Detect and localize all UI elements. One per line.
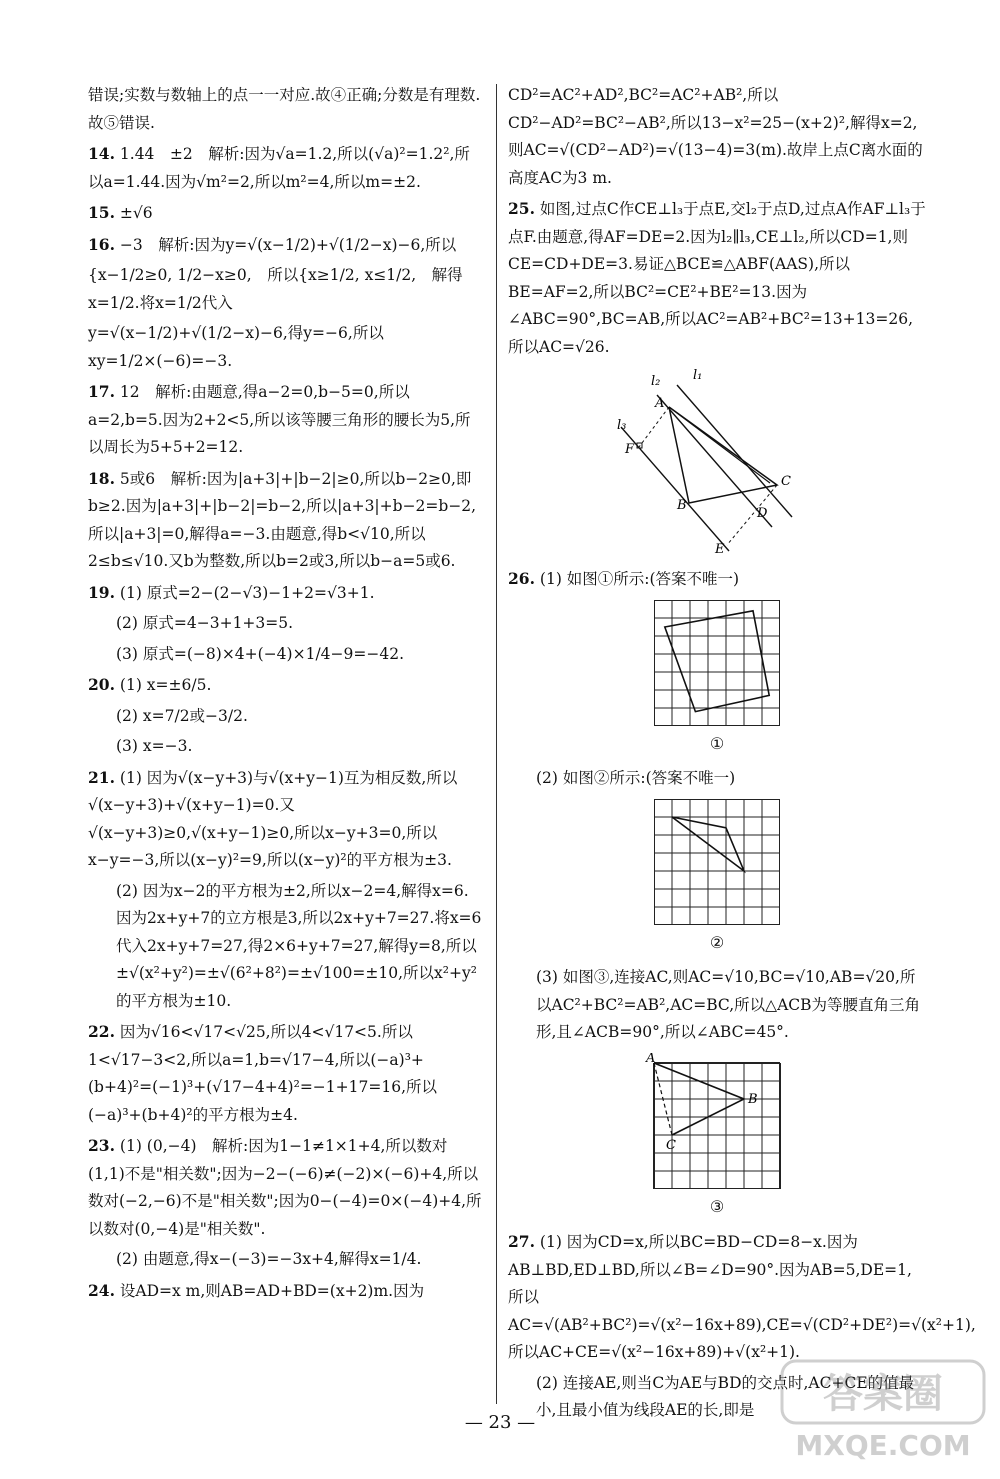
answer-paragraph — [88, 199, 483, 228]
answer-text: 如图,过点C作CE⊥l₃于点E,交l₂于点D,过点A作AF⊥l₃于点F.由题意,得AF=DE=2.因为l₂∥l₃,CE⊥l₂,所以CD=1,则CE=CD+DE=3.易证△BCE≌△ABF(AAS),所以BE=AF=2,所以BC²=CE²+BE²=13.因为∠ABC=90°,BC=AB,所以AC²=AB²+BC²=13+13=26,所以AC=√26. — [508, 200, 926, 356]
figure-label: E — [715, 542, 725, 557]
answer-paragraph — [88, 579, 483, 608]
answer-paragraph — [508, 1228, 976, 1367]
answer-paragraph — [88, 82, 483, 137]
answer-text: (2) 原式=4−3+1+3=5. — [116, 614, 294, 632]
answer-text: (1) 原式=2−(2−√3)−1+2=√3+1. — [119, 583, 375, 602]
figure-25-parallel-lines — [617, 367, 817, 557]
answer-paragraph — [508, 765, 926, 793]
line-l1 — [677, 385, 792, 517]
watermark-bottom-text: MXQE.COM — [795, 1429, 971, 1462]
answer-text: (2) 因为x−2的平方根为±2,所以x−2=4,解得x=6.因为2x+y+7的立方根是3,所以2x+y+7=27.将x=6代入2x+y+7=27,得2×6+y+7=27,解得y=8,所以±√(x²+y²)=±√(6²+8²)=±√100=±10,所以x²+y²的平方根为±10. — [116, 881, 482, 1010]
answer-text: (2) 如图②所示:(答案不唯一) — [536, 769, 736, 787]
answer-paragraph — [88, 671, 483, 700]
answer-paragraph — [88, 1246, 483, 1274]
watermark-logo — [778, 1357, 988, 1467]
question-number: 19. — [88, 582, 115, 602]
answer-paragraph — [88, 378, 483, 462]
figure-caption: ② — [709, 932, 725, 952]
answer-text: {x−1/2≥0, 1/2−x≥0, 所以{x≥1/2, x≤1/2, 解得x=1/2.将x=1/2代入 — [88, 266, 463, 312]
question-number: 17. — [88, 382, 115, 401]
answer-paragraph — [88, 465, 483, 576]
question-number: 21. — [88, 767, 115, 787]
answer-text: (1) 因为CD=x,所以BC=BD−CD=8−x.因为AB⊥BD,ED⊥BD,所以∠B=∠D=90°.因为AB=5,DE=1,所以AC=√(AB²+BC²)=√(x²−16x+89),CE=√(CD²+DE²)=√(x²+1),所以AC+CE=√(x²−16x+89)+√(x²+1). — [508, 1233, 976, 1361]
answer-text: (2) 连接AE,则当C为AE与BD的交点时,AC+CE的值最小,且最小值为线段AE的长,即是 — [536, 1373, 915, 1419]
answer-paragraph — [88, 1132, 483, 1243]
question-number: 23. — [88, 1136, 115, 1155]
answer-text: 错误;实数与数轴上的点一一对应.故④正确;分数是有理数.故⑤错误. — [88, 86, 481, 132]
figure-label: C — [666, 1137, 676, 1153]
answer-text: (1) x=±6/5. — [119, 676, 212, 694]
answer-text: (1) (0,−4) 解析:因为1−1≠1×1+4,所以数对(1,1)不是"相关数";因为−2−(−6)≠(−2)×(−6)+4,所以数对(−2,−6)不是"相关数";因为0−(−4)=0×(−4)+4,所以数对(0,−4)是"相关数". — [88, 1137, 482, 1238]
line-l2 — [657, 395, 772, 527]
question-number: 20. — [88, 675, 115, 694]
watermark-top-text: 答案圈 — [823, 1371, 943, 1417]
question-number: 27. — [508, 1232, 535, 1251]
answer-paragraph — [88, 320, 483, 375]
question-number: 16. — [88, 234, 115, 254]
answer-text: ±√6 — [119, 204, 153, 222]
right-column — [508, 82, 976, 1428]
answer-paragraph — [88, 262, 483, 317]
figure-label: B — [677, 498, 687, 513]
figure-caption: ③ — [709, 1196, 725, 1216]
answer-paragraph — [88, 140, 483, 196]
answer-text: 12 解析:由题意,得a−2=0,b−5=0,所以a=2,b=5.因为2+2<5,所以该等腰三角形的腰长为5,所以周长为5+5+2=12. — [88, 383, 471, 456]
figure-label: l₃ — [617, 418, 627, 433]
answer-text: (2) 由题意,得x−(−3)=−3x+4,解得x=1/4. — [116, 1250, 422, 1268]
segment-af — [639, 407, 669, 447]
answer-paragraph — [88, 1018, 483, 1129]
figure-26-3-grid — [644, 1053, 790, 1189]
figure-label: l₂ — [651, 374, 661, 389]
answer-text: 5或6 解析:因为|a+3|+|b−2|≥0,所以b−2≥0,即b≥2.因为|a+3|+|b−2|=b−2,所以|a+3|+b−2=b−2,所以|a+3|=0,解得a=−3.由题意,得b<√10,所以2≤b≤√10.又b为整数,所以b=2或3,所以b−a=5或6. — [88, 469, 477, 570]
figure-label: A — [655, 396, 665, 411]
answer-text: y=√(x−1/2)+√(1/2−x)−6,得y=−6,所以xy=1/2×(−6)=−3. — [88, 324, 384, 370]
answer-text: 1.44 ±2 解析:因为√a=1.2,所以(√a)²=1.2²,所以a=1.44.因为√m²=2,所以m²=4,所以m=±2. — [88, 145, 470, 191]
figure-26-2-grid — [654, 799, 780, 925]
answer-paragraph — [88, 641, 483, 669]
figure-26-1-grid — [654, 600, 780, 726]
question-number: 15. — [88, 203, 115, 222]
figure-label: A — [646, 1052, 656, 1066]
figure-label: F — [625, 442, 635, 457]
answer-text: (3) 原式=(−8)×4+(−4)×1/4−9=−42. — [116, 644, 404, 663]
question-number: 26. — [508, 569, 535, 588]
question-number: 24. — [88, 1280, 115, 1300]
answer-paragraph — [508, 964, 926, 1047]
figure-label: B — [748, 1091, 758, 1107]
answer-text: (3) 如图③,连接AC,则AC=√10,BC=√10,AB=√20,所以AC²+BC²=AB²,AC=BC,所以△ACB为等腰直角三角形,且∠ACB=90°,所以∠ABC=45°. — [536, 968, 921, 1041]
question-number: 18. — [88, 468, 115, 488]
answer-paragraph — [88, 231, 483, 260]
question-number: 22. — [88, 1022, 115, 1041]
column-divider — [496, 84, 497, 1404]
answer-paragraph — [88, 610, 483, 638]
figure-label: l₁ — [693, 368, 703, 383]
figure-label: C — [781, 474, 791, 489]
answer-text: (1) 如图①所示:(答案不唯一) — [539, 570, 740, 588]
question-number: 25. — [508, 199, 535, 218]
answer-paragraph — [88, 878, 483, 1016]
answer-text: (3) x=−3. — [116, 737, 193, 755]
answer-text: (2) x=7/2或−3/2. — [116, 706, 248, 725]
answer-text: (1) 因为√(x−y+3)与√(x+y−1)互为相反数,所以√(x−y+3)+√(x+y−1)=0.又√(x−y+3)≥0,√(x+y−1)≥0,所以x−y+3=0,所以x−y=−3,所以(x−y)²=9,所以(x−y)²的平方根为±3. — [88, 768, 458, 869]
answer-paragraph — [508, 82, 926, 192]
answer-paragraph — [508, 565, 926, 594]
answer-paragraph — [88, 703, 483, 731]
answer-text: 设AD=x m,则AB=AD+BD=(x+2)m.因为 — [119, 1281, 425, 1300]
question-number: 14. — [88, 144, 115, 163]
answer-text: 因为√16<√17<√25,所以4<√17<5.所以1<√17−3<2,所以a=1,b=√17−4,所以(−a)³+(b+4)²=(−1)³+(√17−4+4)²=−1+17=16,所以(−a)³+(b+4)²的平方根为±4. — [88, 1023, 437, 1124]
triangle-abc — [669, 407, 777, 503]
segment-ac — [669, 407, 770, 483]
figure-label: D — [757, 506, 768, 521]
page-number: — 23 — — [464, 1412, 536, 1433]
answer-paragraph — [88, 1277, 483, 1306]
answer-text: −3 解析:因为y=√(x−1/2)+√(1/2−x)−6,所以 — [119, 235, 457, 254]
answer-paragraph — [508, 195, 926, 361]
answer-text: CD²=AC²+AD²,BC²=AC²+AB²,所以CD²−AD²=BC²−AB²,所以13−x²=25−(x+2)²,解得x=2,则AC=√(CD²−AD²)=√(13−4)=3(m).故岸上点C离水面的高度AC为3 m. — [508, 86, 923, 187]
left-column — [88, 82, 483, 1308]
figure-26-1-quadrilateral — [665, 610, 769, 711]
answer-paragraph — [88, 764, 483, 875]
figure-caption: ① — [709, 733, 725, 753]
answer-paragraph — [88, 733, 483, 761]
